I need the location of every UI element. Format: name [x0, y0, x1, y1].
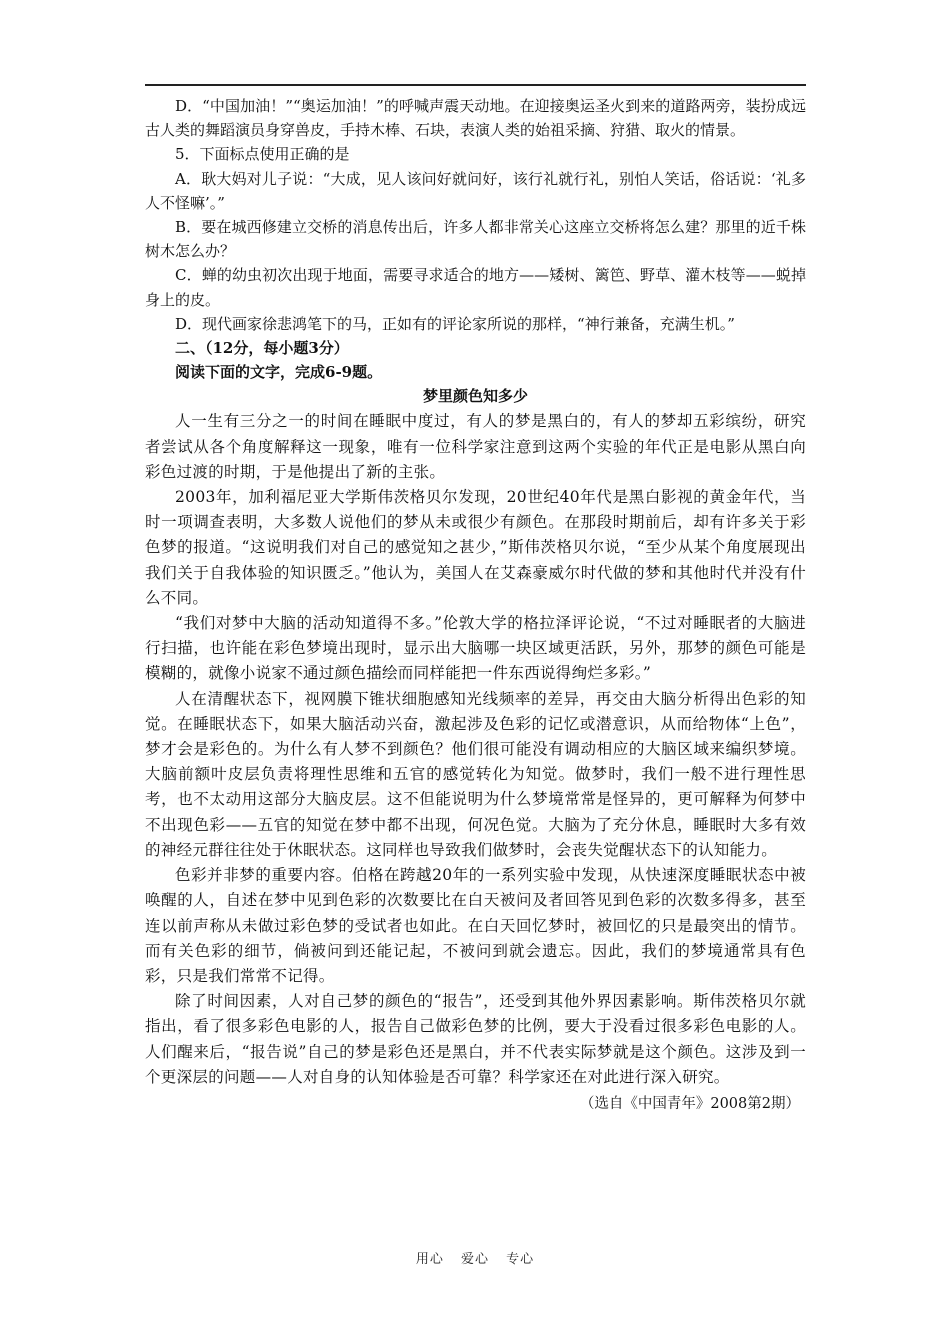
section-heading: 二、（12分，每小题3分） [175, 339, 349, 358]
header-rule [145, 84, 806, 86]
page-content [145, 94, 806, 1116]
article-paragraph: 2003年，加利福尼亚大学斯伟茨格贝尔发现，20世纪40年代是黑白影视的黄金年代，当时一项调查表明，大多数人说他们的梦从未或很少有颜色。在那段时期前后，却有许多关于彩色梦的报道。“这说明我们对自己的感觉知之甚少，”斯伟茨格贝尔说，“至少从某个角度展现出我们关于自我体验的知识匮乏。”他认为，美国人在艾森豪威尔时代做的梦和其他时代并没有什么不同。 [145, 488, 806, 607]
question-5-option-c: C．蝉的幼虫初次出现于地面，需要寻求适合的地方——矮树、篱笆、野草、灌木枝等——蜕掉身上的皮。 [145, 266, 806, 309]
article-paragraph: 除了时间因素，人对自己梦的颜色的“报告”，还受到其他外界因素影响。斯伟茨格贝尔就指出，看了很多彩色电影的人，报告自己做彩色梦的比例，要大于没看过很多彩色电影的人。人们醒来后，“报告说”自己的梦是彩色还是黑白，并不代表实际梦就是这个颜色。这涉及到一个更深层的问题——人对自身的认知体验是否可靠？科学家还在对此进行深入研究。 [145, 992, 806, 1086]
article-title: 梦里颜色知多少 [422, 387, 528, 406]
question-5-stem: 5．下面标点使用正确的是 [175, 145, 350, 164]
footer-word: 用心 [415, 1252, 444, 1267]
article-paragraph: 人在清醒状态下，视网膜下锥状细胞感知光线频率的差异，再交由大脑分析得出色彩的知觉。在睡眠状态下，如果大脑活动兴奋，激起涉及色彩的记忆或潜意识，从而给物体“上色”，梦才会是彩色的。为什么有人梦不到颜色？他们很可能没有调动相应的大脑区域来编织梦境。大脑前额叶皮层负责将理性思维和五官的感觉转化为知觉。做梦时，我们一般不进行理性思考，也不太动用这部分大脑皮层。这不但能说明为什么梦境常常是怪异的，更可解释为何梦中不出现色彩——五官的知觉在梦中都不出现，何况色觉。大脑为了充分休息，睡眠时大多有效的神经元群往往处于休眠状态。这同样也导致我们做梦时，会丧失觉醒状态下的认知能力。 [145, 689, 806, 859]
page-footer [0, 1248, 950, 1267]
option-d-prev: D．“中国加油！”“奥运加油！”的呼喊声震天动地。在迎接奥运圣火到来的道路两旁，装扮成远古人类的舞蹈演员身穿兽皮，手持木棒、石块，表演人类的始祖采摘、狩猎、取火的情景。 [145, 97, 806, 140]
article-paragraph: 人一生有三分之一的时间在睡眠中度过，有人的梦是黑白的，有人的梦却五彩缤纷，研究者尝试从各个角度解释这一现象，唯有一位科学家注意到这两个实验的年代正是电影从黑白向彩色过渡的时期，于是他提出了新的主张。 [145, 412, 806, 481]
footer-word: 爱心 [460, 1252, 489, 1267]
question-5-option-a: A．耿大妈对儿子说：“大成，见人该问好就问好，该行礼就行礼，别怕人笑话，俗话说：‘礼多人不怪嘛’。” [145, 169, 806, 212]
article [145, 384, 806, 1115]
footer-word: 专心 [506, 1252, 535, 1267]
question-5-option-d: D．现代画家徐悲鸿笔下的马，正如有的评论家所说的那样，“神行兼备，充满生机。” [175, 314, 735, 333]
article-paragraph: “我们对梦中大脑的活动知道得不多。”伦敦大学的格拉泽评论说，“不过对睡眠者的大脑进行扫描，也许能在彩色梦境出现时，显示出大脑哪一块区域更活跃，另外，那梦的颜色可能是模糊的，就像小说家不通过颜色描绘而同样能把一件东西说得绚烂多彩。” [145, 614, 806, 683]
section-instruction: 阅读下面的文字，完成6-9题。 [175, 363, 383, 382]
article-paragraph: 色彩并非梦的重要内容。伯格在跨越20年的一系列实验中发现，从快速深度睡眠状态中被唤醒的人，自述在梦中见到色彩的次数要比在白天被问及者回答见到色彩的次数多得多，甚至连以前声称从未做过彩色梦的受试者也如此。在白天回忆梦时，被回忆的只是最突出的情节。而有关色彩的细节，倘被问到还能记起，不被问到就会遗忘。因此，我们的梦境通常具有色彩，只是我们常常不记得。 [145, 866, 806, 985]
article-source: （选自《中国青年》2008第2期） [579, 1095, 800, 1112]
question-5-option-b: B．要在城西修建立交桥的消息传出后，许多人都非常关心这座立交桥将怎么建？那里的近千株树木怎么办？ [145, 218, 806, 261]
